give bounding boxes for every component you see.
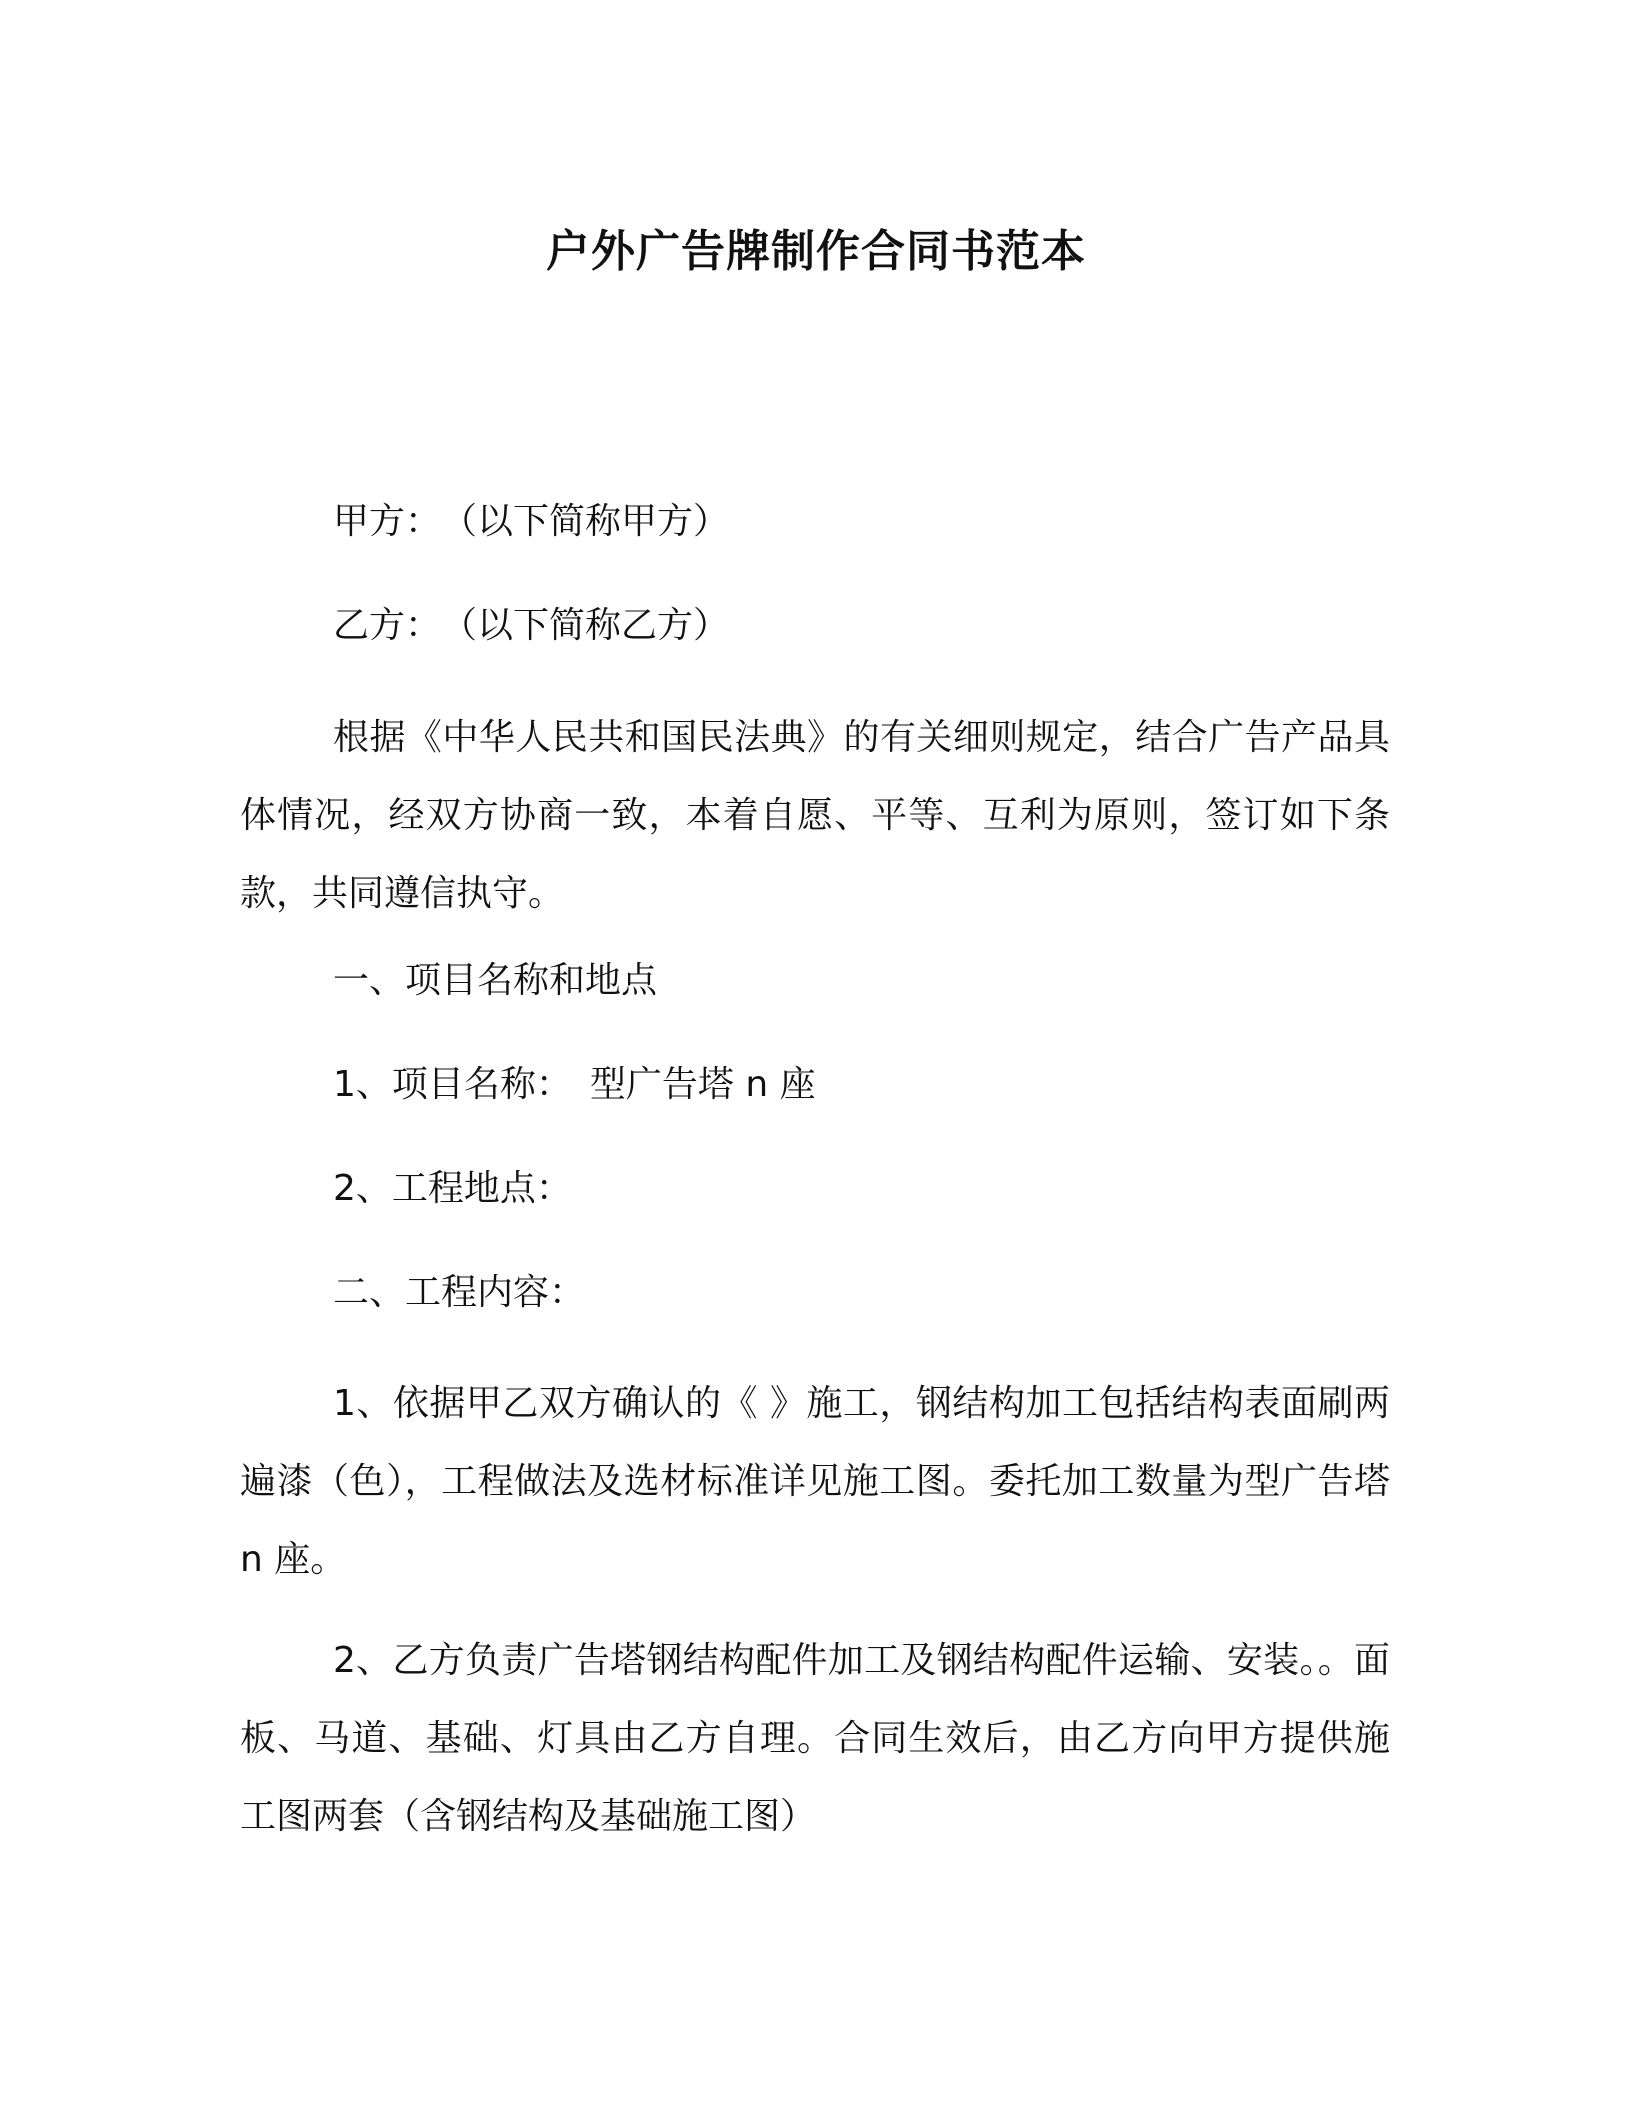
section-1-item-1: 1、项目名称： 型广告塔 n 座 (333, 1064, 816, 1105)
party-b-line: 乙方： （以下简称乙方） (333, 605, 730, 646)
document-title: 户外广告牌制作合同书范本 (546, 226, 1086, 277)
preamble-paragraph: 根据《中华人民共和国民法典》的有关细则规定，结合广告产品具体情况，经双方协商一致，本着自愿、平等、互利为原则，签订如下条款，共同遵信执守。 (240, 717, 1390, 914)
section-2-heading: 二、工程内容： (333, 1272, 586, 1313)
party-a-line: 甲方： （以下简称甲方） (333, 501, 730, 542)
section-1-heading: 一、项目名称和地点 (333, 960, 658, 1001)
section-2-item-2: 2、乙方负责广告塔钢结构配件加工及钢结构配件运输、安装。。面板、马道、基础、灯具由乙方自理。合同生效后，由乙方向甲方提供施工图两套（含钢结构及基础施工图） (240, 1640, 1390, 1837)
section-1-item-2: 2、工程地点： (333, 1168, 572, 1209)
section-2-item-1: 1、依据甲乙双方确认的《 》施工，钢结构加工包括结构表面刷两遍漆（色），工程做法及选材标准详见施工图。委托加工数量为型广告塔 n 座。 (240, 1383, 1390, 1580)
